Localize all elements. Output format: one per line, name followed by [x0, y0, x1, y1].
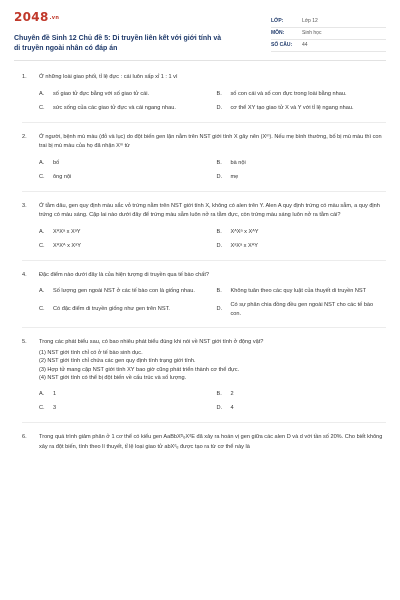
option-letter: B.	[216, 228, 222, 235]
question-item	[22, 133, 386, 192]
option-text: số giao tử đực bằng với số giao tử cái.	[53, 90, 150, 97]
question-item	[22, 433, 386, 461]
site-logo[interactable]	[14, 10, 226, 24]
option-letter: C.	[39, 306, 45, 313]
question-line	[22, 338, 386, 348]
option-text: Số lượng gen ngoài NST ở các tế bào con là giống nhau.	[53, 288, 195, 295]
meta-row-class	[271, 16, 386, 28]
option-letter: C.	[39, 173, 45, 180]
question-number: 6.	[22, 434, 27, 441]
meta-label: SỐ CÂU:	[271, 42, 293, 48]
option-letter: D.	[216, 104, 223, 111]
option-letter: B.	[216, 391, 222, 398]
logo-tld: .vn	[49, 14, 60, 21]
question-line	[22, 73, 386, 83]
option-text: bà nội	[230, 159, 246, 166]
question-number: 3.	[22, 202, 27, 209]
question-number: 4.	[22, 271, 27, 278]
answer-option[interactable]	[39, 90, 209, 99]
question-item	[22, 338, 386, 423]
option-text: mẹ	[230, 173, 239, 180]
answer-option[interactable]	[39, 242, 209, 251]
meta-value: Sinh học	[302, 30, 322, 36]
answer-option[interactable]	[39, 159, 209, 168]
question-list	[14, 61, 386, 461]
option-letter: A.	[39, 288, 45, 295]
option-letter: C.	[39, 405, 45, 412]
question-text: Ở tằm dâu, gen quy định màu sắc vỏ trứng nằm trên NST giới tính X, không có alen trên Y. Alen A quy định trứng có màu sẫm, a quy định trứng có màu sáng. Cặp lai nào dưới đây để trứng màu sẫm luôn nở ra tằm đực, còn trứng màu sáng luôn nở ra tằm cái?	[39, 202, 380, 218]
meta-row-subject	[271, 28, 386, 40]
statement-item: (1) NST giới tính chỉ có ở tế bào sinh dục.	[39, 349, 143, 356]
question-text: Trong các phát biểu sau, có bao nhiêu phát biểu đúng khi nói về NST giới tính ở động vật?	[39, 339, 264, 346]
answer-option[interactable]	[39, 228, 209, 237]
option-grid	[22, 228, 386, 251]
logo-text: 2048	[14, 10, 49, 24]
question-text: Đặc điểm nào dưới đây là của hiện tượng di truyền qua tế bào chất?	[39, 271, 210, 278]
answer-option[interactable]	[39, 390, 209, 399]
option-text: bố	[53, 159, 60, 166]
option-text: 2	[230, 391, 234, 398]
question-number: 5.	[22, 339, 27, 346]
answer-option[interactable]	[39, 173, 209, 182]
question-number: 2.	[22, 133, 27, 140]
option-text: Có đặc điểm di truyền giống như gen trên NST.	[53, 306, 170, 313]
question-item	[22, 73, 386, 123]
option-letter: D.	[216, 405, 223, 412]
meta-value: 44	[302, 42, 308, 48]
document-title: Chuyên đề Sinh 12 Chủ đề 5: Di truyền liên kết với giới tính và di truyền ngoài nhân có đáp án	[14, 35, 222, 52]
option-grid	[22, 287, 386, 318]
meta-label: LỚP:	[271, 18, 284, 24]
header-left	[14, 10, 226, 54]
answer-option[interactable]	[217, 301, 387, 318]
question-item	[22, 271, 386, 329]
answer-option[interactable]	[217, 287, 387, 296]
meta-row-count	[271, 40, 386, 52]
answer-option[interactable]	[217, 104, 387, 113]
question-line	[22, 202, 386, 221]
option-letter: C.	[39, 242, 45, 249]
option-text: 3	[53, 405, 57, 412]
option-letter: B.	[216, 90, 222, 97]
answer-option[interactable]	[217, 159, 387, 168]
answer-option[interactable]	[217, 242, 387, 251]
answer-option[interactable]	[217, 228, 387, 237]
option-text: cơ thể XY tạo giao tử X và Y với tỉ lệ ngang nhau.	[230, 104, 354, 111]
answer-option[interactable]	[217, 173, 387, 182]
statement-item: (2) NST giới tính chỉ chứa các gen quy định tính trạng giới tính.	[39, 358, 196, 365]
option-text: Không tuân theo các quy luật của thuyết di truyền NST	[230, 288, 367, 295]
option-letter: C.	[39, 104, 45, 111]
option-text: số con cái và số con đực trong loài bằng nhau.	[230, 90, 347, 97]
statement-item: (4) NST giới tính có thể bị đột biến về cấu trúc và số lượng.	[39, 375, 187, 382]
answer-option[interactable]	[217, 390, 387, 399]
question-text: Ở những loài giao phối, tỉ lệ đực : cái luôn xấp xỉ 1 : 1 vì	[39, 74, 178, 80]
option-grid	[22, 90, 386, 113]
question-line	[22, 133, 386, 152]
question-line	[22, 271, 386, 281]
meta-label: MÔN:	[271, 30, 285, 36]
option-letter: B.	[216, 288, 222, 295]
option-letter: D.	[216, 306, 223, 313]
option-text: XᴬXᵃ x XᵃY	[53, 228, 81, 235]
answer-option[interactable]	[39, 404, 209, 413]
document-header	[14, 10, 386, 61]
question-line	[22, 433, 386, 452]
meta-table	[271, 16, 386, 54]
question-text: Trong quá trình giảm phân ở 1 cơ thể có kiểu gen AaBbXᴰₑXᵈE đã xảy ra hoán vị gen giữa các alen D và d với tần số 20%. Cho biết không xảy ra đột biến, tính theo lí thuyết, tỉ lệ loại giao tử abXᵈₑ được tạo ra từ cơ thể này là	[39, 434, 383, 450]
answer-option[interactable]	[39, 287, 209, 296]
statement-item: (3) Hợp tử mang cặp NST giới tính XY bao giờ cũng phát triển thành cơ thể đực.	[39, 366, 240, 373]
option-text: XᵃXᵃ x XᴬY	[230, 242, 259, 249]
meta-value: Lớp 12	[302, 18, 318, 24]
option-text: Có sự phân chia đồng đều gen ngoài NST cho các tế bào con.	[230, 302, 374, 317]
statement-list	[22, 349, 386, 383]
answer-option[interactable]	[217, 90, 387, 99]
option-letter: B.	[216, 159, 222, 166]
option-text: 1	[53, 391, 57, 398]
option-text: sức sống của các giao tử đực và cái ngang nhau.	[53, 104, 176, 111]
option-text: 4	[230, 405, 234, 412]
option-letter: A.	[39, 391, 45, 398]
answer-option[interactable]	[39, 301, 209, 318]
option-grid	[22, 390, 386, 413]
answer-option[interactable]	[217, 404, 387, 413]
option-letter: A.	[39, 228, 45, 235]
question-number: 1.	[22, 74, 27, 80]
option-letter: D.	[216, 242, 223, 249]
option-letter: A.	[39, 90, 45, 97]
answer-option[interactable]	[39, 104, 209, 113]
option-letter: D.	[216, 173, 223, 180]
option-text: XᴬXᴬ x XᵃY	[53, 242, 81, 249]
option-letter: A.	[39, 159, 45, 166]
option-text: XᴬXᵃ x XᴬY	[230, 228, 259, 235]
option-text: ông nội	[53, 173, 72, 180]
option-grid	[22, 159, 386, 182]
question-text: Ở người, bệnh mù màu (đỏ và lục) do đột biến gen lặn nằm trên NST giới tính X gây nên (Xᵐ). Nếu mẹ bình thường, bố bị mù màu thì con trai bị mù màu của họ đã nhận Xᵐ từ	[39, 133, 382, 149]
question-item	[22, 202, 386, 261]
